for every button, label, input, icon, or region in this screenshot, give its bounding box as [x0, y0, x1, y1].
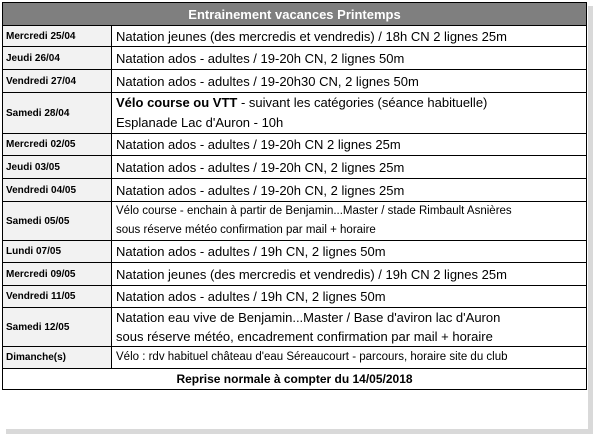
activity-cell	[112, 308, 587, 347]
schedule-row	[3, 241, 587, 263]
activity-text: Natation ados - adultes / 19-20h CN, 2 lignes 25m	[116, 182, 405, 198]
footer-row	[3, 369, 587, 390]
activity-text: Natation ados - adultes / 19h CN, 2 lignes 50m	[116, 244, 386, 259]
activity-line	[116, 308, 586, 327]
activity-text: sous réserve météo, encadrement confirmation par mail + horaire	[116, 329, 493, 344]
schedule-row	[3, 134, 587, 156]
day-cell: Dimanche(s)	[3, 347, 112, 369]
activity-text: Natation ados - adultes / 19-20h CN, 2 lignes 50m	[116, 50, 405, 66]
activity-text: Natation ados - adultes / 19-20h CN, 2 lignes 25m	[116, 159, 405, 175]
activity-cell	[112, 286, 587, 308]
activity-line	[116, 242, 586, 261]
activity-line	[116, 93, 586, 113]
activity-text: Natation ados - adultes / 19-20h CN 2 lignes 25m	[116, 137, 401, 152]
schedule-row	[3, 70, 587, 93]
activity-text: - suivant les catégories (séance habituelle)	[237, 95, 488, 110]
activity-line	[116, 202, 586, 221]
activity-text: Natation jeunes (des mercredis et vendredis) / 19h CN 2 lignes 25m	[116, 266, 507, 282]
table-shadow-bottom	[6, 429, 593, 434]
activity-text: Natation jeunes (des mercredis et vendredis) / 18h CN 2 lignes 25m	[116, 28, 507, 44]
schedule-sheet	[2, 2, 586, 390]
activity-text: sous réserve météo confirmation par mail + horaire	[116, 224, 376, 236]
activity-cell	[112, 134, 587, 156]
day-cell: Mercredi 02/05	[3, 134, 112, 156]
activity-cell	[112, 347, 587, 369]
activity-text: Natation ados - adultes / 19h CN, 2 lignes 50m	[116, 289, 386, 304]
schedule-row	[3, 202, 587, 241]
activity-text: Natation eau vive de Benjamin...Master / Base d'aviron lac d'Auron	[116, 310, 501, 325]
activity-text: Vélo : rdv habituel château d'eau Séreaucourt - parcours, horaire site du club	[116, 351, 508, 363]
day-cell: Samedi 28/04	[3, 93, 112, 134]
day-cell: Mercredi 09/05	[3, 263, 112, 286]
schedule-row	[3, 47, 587, 70]
activity-line	[116, 158, 586, 177]
activity-line	[116, 265, 586, 284]
day-cell: Samedi 05/05	[3, 202, 112, 241]
table-shadow-right	[588, 6, 593, 432]
activity-cell	[112, 70, 587, 93]
activity-cell	[112, 93, 587, 134]
activity-cell	[112, 47, 587, 70]
day-cell: Vendredi 11/05	[3, 286, 112, 308]
schedule-row	[3, 347, 587, 369]
schedule-title: Entrainement vacances Printemps	[3, 3, 587, 26]
schedule-row	[3, 179, 587, 202]
schedule-row	[3, 286, 587, 308]
resume-note: Reprise normale à compter du 14/05/2018	[3, 369, 587, 390]
schedule-row	[3, 156, 587, 179]
title-row	[3, 3, 587, 26]
activity-line	[116, 181, 586, 200]
activity-line	[116, 327, 586, 346]
activity-cell	[112, 26, 587, 47]
schedule-row	[3, 93, 587, 134]
activity-text: Vélo course - enchain à partir de Benjamin...Master / stade Rimbault Asnières	[116, 205, 512, 217]
activity-line	[116, 348, 586, 367]
day-cell: Lundi 07/05	[3, 241, 112, 263]
schedule-table	[2, 2, 587, 390]
schedule-row	[3, 308, 587, 347]
activity-text: Natation ados - adultes / 19-20h30 CN, 2 lignes 50m	[116, 73, 419, 89]
activity-cell	[112, 263, 587, 286]
activity-cell	[112, 241, 587, 263]
activity-line	[116, 113, 586, 133]
activity-line	[116, 49, 586, 68]
activity-line	[116, 287, 586, 306]
day-cell: Mercredi 25/04	[3, 26, 112, 47]
activity-cell	[112, 179, 587, 202]
day-cell: Jeudi 26/04	[3, 47, 112, 70]
day-cell: Jeudi 03/05	[3, 156, 112, 179]
activity-cell	[112, 202, 587, 241]
schedule-row	[3, 26, 587, 47]
day-cell: Vendredi 27/04	[3, 70, 112, 93]
activity-line	[116, 221, 586, 240]
activity-cell	[112, 156, 587, 179]
activity-text: Esplanade Lac d'Auron - 10h	[116, 115, 284, 130]
activity-line	[116, 135, 586, 154]
day-cell: Vendredi 04/05	[3, 179, 112, 202]
activity-line	[116, 27, 586, 46]
activity-bold-text: Vélo course ou VTT	[116, 95, 238, 110]
schedule-row	[3, 263, 587, 286]
activity-line	[116, 72, 586, 91]
day-cell: Samedi 12/05	[3, 308, 112, 347]
